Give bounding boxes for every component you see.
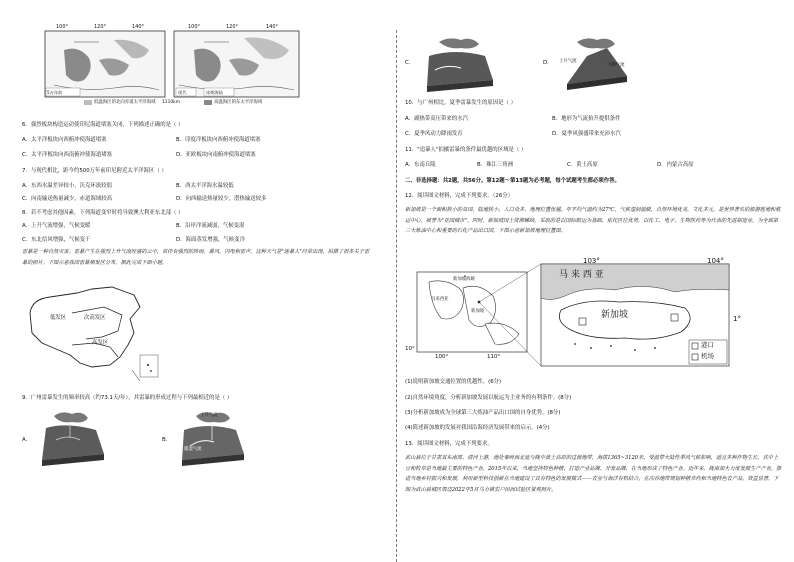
lon-tick: 120° bbox=[226, 24, 239, 30]
q7-option-b[interactable]: B．西太平洋海水温较低 bbox=[176, 183, 234, 189]
singapore-label: 新加坡 bbox=[601, 310, 629, 320]
map-label: 现代 bbox=[178, 90, 187, 95]
q11-option-c[interactable]: C．黄土高原 bbox=[567, 162, 598, 168]
inset-lat: 10° bbox=[405, 346, 415, 352]
map-lon-label: 103° bbox=[583, 257, 600, 265]
q12-part-4: (4)简述新加坡的发展对我国沿海经济发展带来的启示。(4分) bbox=[405, 425, 550, 431]
q9-option-c-label[interactable]: C． bbox=[405, 60, 415, 66]
question-12-title: 12．阅读图文材料，完成下列要求。（26分） bbox=[405, 193, 514, 199]
question-8-stem: 8．若不考虑其他因素，下列海道变窄时将导致澳大利亚东北部（ ） bbox=[22, 210, 184, 216]
thunderstorm-intro: 雷暴是一种自然灾害。雷暴产生在强烈上升气流旺盛的云中，常伴有强烈的阵雨、暴风、闪电和雷声，这种天气是"迷暴人"经常出现，拍摄了很多关于雷暴的照片。下图示意我国雷暴频发区分布。据此完成下面小题。 bbox=[22, 249, 370, 266]
q6-option-d[interactable]: D．亚欧板块向南俯冲使海道堵塞 bbox=[176, 152, 256, 158]
q7-option-d[interactable]: D．向西输送热量较少，潜热输送较多 bbox=[176, 196, 267, 202]
question-9-stem: 9．广州雷暴发生的频率较高（约73.1天/年），其雷暴的形成过程与下列最相近的是（ ） bbox=[22, 395, 233, 401]
lon-tick: 140° bbox=[132, 24, 145, 30]
q9-option-a-image[interactable] bbox=[36, 410, 108, 468]
singapore-location-map bbox=[405, 257, 775, 370]
map-lat-label: 1° bbox=[733, 315, 741, 323]
question-10-stem: 10．与广州相比，夏季雷暴发生的原因是（ ） bbox=[405, 100, 516, 106]
q6-option-b[interactable]: B．印度洋板块向西俯冲使海道堵塞 bbox=[176, 137, 261, 143]
q11-option-d[interactable]: D．内蒙古高原 bbox=[657, 162, 694, 168]
q8-option-b[interactable]: B．沿岸洋流减弱，气候变湿 bbox=[176, 223, 245, 229]
lon-tick: 140° bbox=[266, 24, 279, 30]
q8-option-c[interactable]: C．东北信风增强，气候变干 bbox=[22, 237, 91, 243]
q6-option-a[interactable]: A．太平洋板块向西俯冲使海道堵塞 bbox=[22, 137, 107, 143]
q9b-warmair-label: 暖湿气流 bbox=[184, 447, 202, 452]
inset-label: 新加坡 bbox=[471, 309, 485, 314]
inset-lon: 100° bbox=[435, 354, 449, 360]
q6-option-c[interactable]: C．太平洋板块向西南俯冲使海道堵塞 bbox=[22, 152, 113, 158]
inset-label: 马来西亚 bbox=[431, 297, 449, 302]
map-legend: 低温海区的北向赤道太平洋海域 bbox=[94, 100, 156, 105]
q9-option-c-image[interactable] bbox=[421, 36, 499, 94]
legend-airport-label: 机场 bbox=[701, 352, 714, 360]
china-map-label-low: 低发区 bbox=[50, 315, 67, 321]
question-13-material: 武山县位于甘肃省东南部、渭河上游，地处秦岭西北延与陇中黄土高原的过渡地带，海拔1365~3120米，受温带大陆性季风气候影响，适宜多种作物生长，其中土豆和牧草是当地最主要的特色产业，2015年以来，当地坚持特色种植、打造产业品牌、开发品牌，在当地形成了特色产业。近年来，陇南加大力度发展生产产业，推进当地乡村振兴和发展，利用新型科技创新在当地建设了具有特色的发展模式——农业与海洋有机结合，在沟谷地带规划种植草药和当地特色农产品，效益显著。下图为武山县城区周边2022年5月马力镇农户田间试验区景观照片。 bbox=[405, 455, 782, 493]
q8-option-a[interactable]: A．上升气流增强，气候变暖 bbox=[22, 223, 91, 229]
q9d-downdraft-label: 下降气流 bbox=[607, 63, 625, 68]
map-legend: 高温海区的东太平洋海域 bbox=[214, 100, 263, 105]
q10-option-c[interactable]: C．夏季风动力降雨发育 bbox=[405, 131, 463, 137]
question-12-material: 新加坡是一个面积狭小的岛国，陆地狭小，人口众多，地理位置优越。年平均气温约为27℃，气候湿润温暖，自然环境优美，文化多元，是世界著名的旅游胜地和航运中心，被誉为"花园城市"。同时，新加坡国土资源稀缺，采取的是以国际航运为基础，依托区位优势，以化工、电子、生物医药等为代表的先进制造业，为全球第三大炼油中心和重要的石化产品出口国。下图示意新加坡地理位置图。 bbox=[405, 207, 781, 235]
lon-tick: 120° bbox=[94, 24, 107, 30]
q12-part-3: (3)分析新加坡成为全球第三大炼油产品出口国的自身优势。(8分) bbox=[405, 410, 561, 416]
q9-option-d-image[interactable] bbox=[557, 36, 637, 94]
china-map-label-mid: 次高发区 bbox=[84, 315, 106, 321]
question-6-stem: 6．强烈板块构造运动使印尼海道堵塞关闭，下列描述正确的是（ ） bbox=[22, 122, 184, 128]
q7-option-a[interactable]: A．东西水温差异较小，沃克环流较弱 bbox=[22, 183, 112, 189]
map-label: 5万年前 bbox=[47, 90, 63, 95]
q9d-updraft-label: 上升气流 bbox=[559, 59, 577, 64]
column-divider bbox=[396, 30, 397, 562]
question-13-title: 13．阅读图文材料，完成下列要求。 bbox=[405, 441, 493, 447]
lon-tick: 100° bbox=[188, 24, 201, 30]
q9-option-b-image[interactable] bbox=[176, 410, 248, 468]
q9-option-b-label[interactable]: B． bbox=[162, 437, 172, 443]
legend-port-label: 港口 bbox=[701, 341, 714, 349]
china-map-label-high: 高发区 bbox=[92, 340, 109, 346]
q9b-updraft-label: 上升气流 bbox=[200, 413, 218, 418]
ocean-map-figure bbox=[44, 24, 304, 110]
q10-option-b[interactable]: B．地形为气流抬升提供条件 bbox=[552, 116, 621, 122]
map-scale: 1110km bbox=[162, 100, 180, 105]
china-thunderstorm-map bbox=[22, 285, 172, 385]
inset-lon: 110° bbox=[487, 354, 501, 360]
section-2-heading: 二、非选择题：共2题，共56分。第12题～第13题为必考题，每个试题考生都必须作答。 bbox=[405, 178, 620, 184]
map-label: 冰期海陆 bbox=[206, 90, 223, 95]
q11-option-b[interactable]: B．珠江三角洲 bbox=[477, 162, 514, 168]
q11-option-a[interactable]: A．东南丘陵 bbox=[405, 162, 436, 168]
map-lon-label: 104° bbox=[707, 257, 724, 265]
inset-label: 新加坡海峡 bbox=[453, 277, 475, 282]
q10-option-d[interactable]: D．夏季风强盛带来充沛水汽 bbox=[552, 131, 621, 137]
q12-part-2: (2)自然环境角度，分析新加坡发展以航运为主业务的有利条件。(8分) bbox=[405, 395, 572, 401]
q12-part-1: (1)说明新加坡交通位置的优越性。(6分) bbox=[405, 379, 502, 385]
question-11-stem: 11．"追暴人"拍摄雷暴的条件最优越的区域是（ ） bbox=[405, 147, 527, 153]
q9-option-a-label[interactable]: A． bbox=[22, 437, 32, 443]
q8-option-d[interactable]: D．海面蒸发增强，气候变冷 bbox=[176, 237, 245, 243]
malaysia-label: 马 来 西 亚 bbox=[559, 270, 604, 280]
q10-option-a[interactable]: A．副热带高压带来的水汽 bbox=[405, 116, 468, 122]
lon-tick: 100° bbox=[56, 24, 69, 30]
question-7-stem: 7．与现代相比，距今约500万年前印尼附近太平洋海区（ ） bbox=[22, 168, 167, 174]
q9-option-d-label[interactable]: D． bbox=[543, 60, 553, 66]
q7-option-c[interactable]: C．向南输送热量减少，赤道海域较高 bbox=[22, 196, 113, 202]
